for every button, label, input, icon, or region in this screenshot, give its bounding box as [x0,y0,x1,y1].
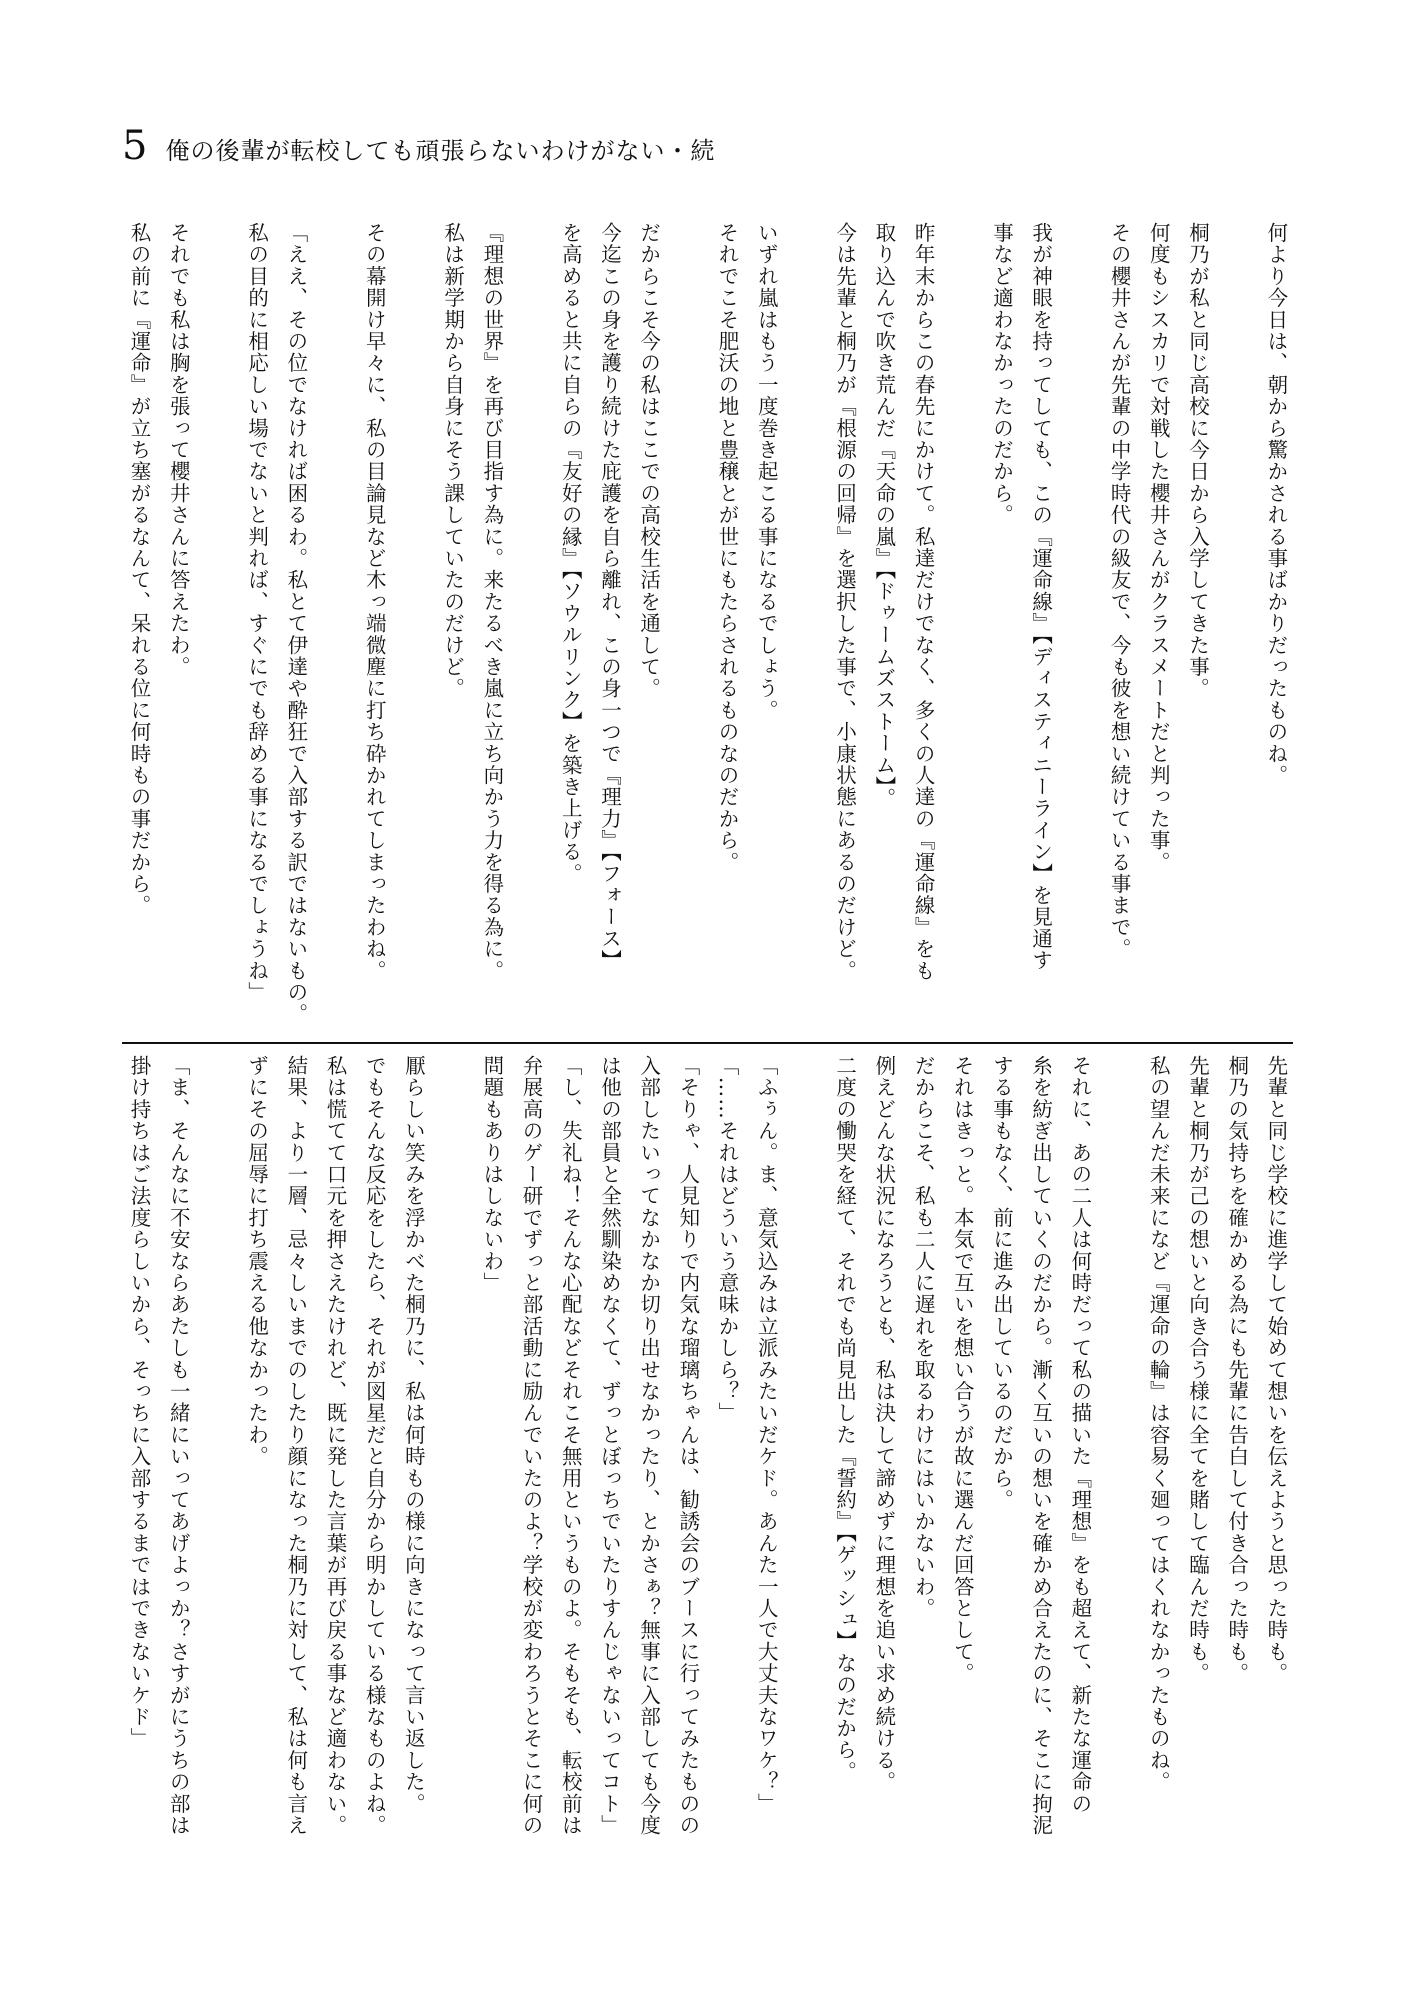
text-column: それはきっと。本気で互いを想い合うが故に選んだ回答として。 [950,1055,975,1685]
section-divider [122,1042,1293,1044]
text-column: その幕開け早々に、私の目論見など木っ端微塵に打ち砕かれてしまったわね。 [362,222,387,982]
text-column [436,1055,470,1940]
text-column: 昨年末からこの春先にかけて。私達だけでなく、多くの人達の『運命線』をも [911,222,936,982]
text-column: 結果、より一層、忌々しいまでのしたり顔になった桐乃に対して、私は何も言え [283,1055,308,1837]
upper-text-block [122,222,1293,1030]
text-column: 糸を紡ぎ出していくのだから。漸く互いの想いを確かめ合えたのに、そこに拘泥 [1028,1055,1053,1837]
text-column: 何より今日は、朝から驚かされる事ばかりだったものね。 [1263,222,1288,787]
lower-text-block [122,1055,1293,1940]
text-column: する事もなく、前に進み出しているのだから。 [989,1055,1014,1511]
text-column: 今迄この身を護り続けた庇護を自ら離れ、この身一つで『理力』【フォース】 [597,222,622,972]
text-column [1063,222,1097,1030]
text-column [200,1055,234,1940]
page-number: 5 [122,123,148,169]
book-title: 俺の後輩が転校しても頑張らないわけがない・続 [165,137,716,165]
text-column: それでも私は胸を張って櫻井さんに答えたわ。 [166,222,191,678]
text-column [671,222,705,1030]
text-column: 我が神眼を持ってしても、この『運命線』【ディスティニーライン】を見通す [1028,222,1053,972]
text-column: は他の部員と全然馴染めなくて、ずっとぼっちでいたりすんじゃないってコト」 [597,1055,622,1837]
text-column: 「ええ、その位でなければ困るわ。私とて伊達や酔狂で入部する訳ではないもの。 [283,222,308,1025]
text-column: それでこそ肥沃の地と豊穣とが世にもたらされるものなのだから。 [715,222,740,873]
text-column: 今は先輩と桐乃が『根源の回帰』を選択した事で、小康状態にあるのだけど。 [832,222,857,982]
text-column [945,222,979,1030]
text-column: 「そりゃ、人見知りで内気な瑠璃ちゃんは、勧誘会のブースに行ってみたものの [675,1055,700,1837]
text-column: 取り込んで吹き荒んだ『天命の嵐』【ドゥームズストーム】。 [871,222,896,810]
text-column: 問題もありはしないわ」 [479,1055,504,1294]
text-column: それに、あの二人は何時だって私の描いた『理想』をも超えて、新たな運命の [1067,1055,1092,1815]
page-header [122,123,716,169]
text-column [318,222,352,1030]
text-column [514,222,548,1030]
text-column: 事など適わなかったのだから。 [989,222,1014,526]
text-column: ずにその屈辱に打ち震える他なかったわ。 [244,1055,269,1468]
text-column: 二度の慟哭を経て、それでも尚見出した『誓約』【ゲッシュ】なのだから。 [832,1055,857,1783]
text-column: 私は慌てて口元を押さえたけれど、既に発した言葉が再び戻る事など適わない。 [323,1055,348,1837]
text-column: いずれ嵐はもう一度巻き起こる事になるでしょう。 [754,222,779,722]
text-column: 掛け持ちはご法度らしいから、そっちに入部するまではできないケド」 [127,1055,151,1750]
text-column: 「し、失礼ね！そんな心配などそれこそ無用というものよ。そもそも、転校前は [558,1055,583,1837]
text-column [396,222,430,1030]
text-column: 「ま、そんなに不安ならあたしも一緒にいってあげよっか？さすがにうちの部は [166,1055,191,1837]
text-column: 桐乃が私と同じ高校に今日から入学してきた事。 [1185,222,1210,700]
text-column: 「……それはどういう意味かしら？」 [715,1055,740,1424]
text-column [788,1055,822,1940]
text-column: 何度もシスカリで対戦した櫻井さんがクラスメートだと判った事。 [1146,222,1171,873]
text-column: 私は新学期から自身にそう課していたのだけど。 [440,222,465,700]
text-column: を高めると共に自らの『友好の縁』【ソウルリンク】を築き上げる。 [558,222,583,885]
text-column: 私の前に『運命』が立ち塞がるなんて、呆れる位に何時もの事だから。 [127,222,151,917]
text-column: でもそんな反応をしたら、それが図星だと自分から明かしている様なものよね。 [362,1055,387,1837]
text-column [1220,222,1254,1030]
text-column: だからこそ今の私はここでの高校生活を通して。 [636,222,661,700]
text-column [1102,1055,1136,1940]
text-column: 私の目的に相応しい場でないと判れば、すぐにでも辞める事になるでしょうね」 [244,222,269,1004]
text-column: 先輩と桐乃が己の想いと向き合う様に全てを賭して臨んだ時も。 [1185,1055,1210,1685]
text-column: だからこそ、私も二人に遅れを取るわけにはいかないわ。 [911,1055,936,1620]
text-column: 桐乃の気持ちを確かめる為にも先輩に告白して付き合った時も。 [1224,1055,1249,1685]
text-column: 厭らしい笑みを浮かべた桐乃に、私は何時もの様に向きになって言い返した。 [401,1055,426,1815]
text-column: 先輩と同じ学校に進学して始めて想いを伝えようと思った時も。 [1263,1055,1288,1685]
text-column: 例えどんな状況になろうとも、私は決して諦めずに理想を追い求め続ける。 [871,1055,896,1793]
text-column: その櫻井さんが先輩の中学時代の級友で、今も彼を想い続けている事まで。 [1107,222,1132,960]
text-column: 「ふぅん。ま、意気込みは立派みたいだケド。あんた一人で大丈夫なワケ？」 [754,1055,779,1815]
text-column: 入部したいってなかなか切り出せなかったり、とかさぁ？無事に入部しても今度 [636,1055,661,1837]
text-column [788,222,822,1030]
text-column: 『理想の世界』を再び目指す為に。来たるべき嵐に立ち向かう力を得る為に。 [479,222,504,982]
text-column [200,222,234,1030]
text-column: 弁展高のゲー研でずっと部活動に励んでいたのよ？学校が変わろうとそこに何の [519,1055,544,1837]
text-column: 私の望んだ未来になど『運命の輪』は容易く廻ってはくれなかったものね。 [1146,1055,1171,1793]
